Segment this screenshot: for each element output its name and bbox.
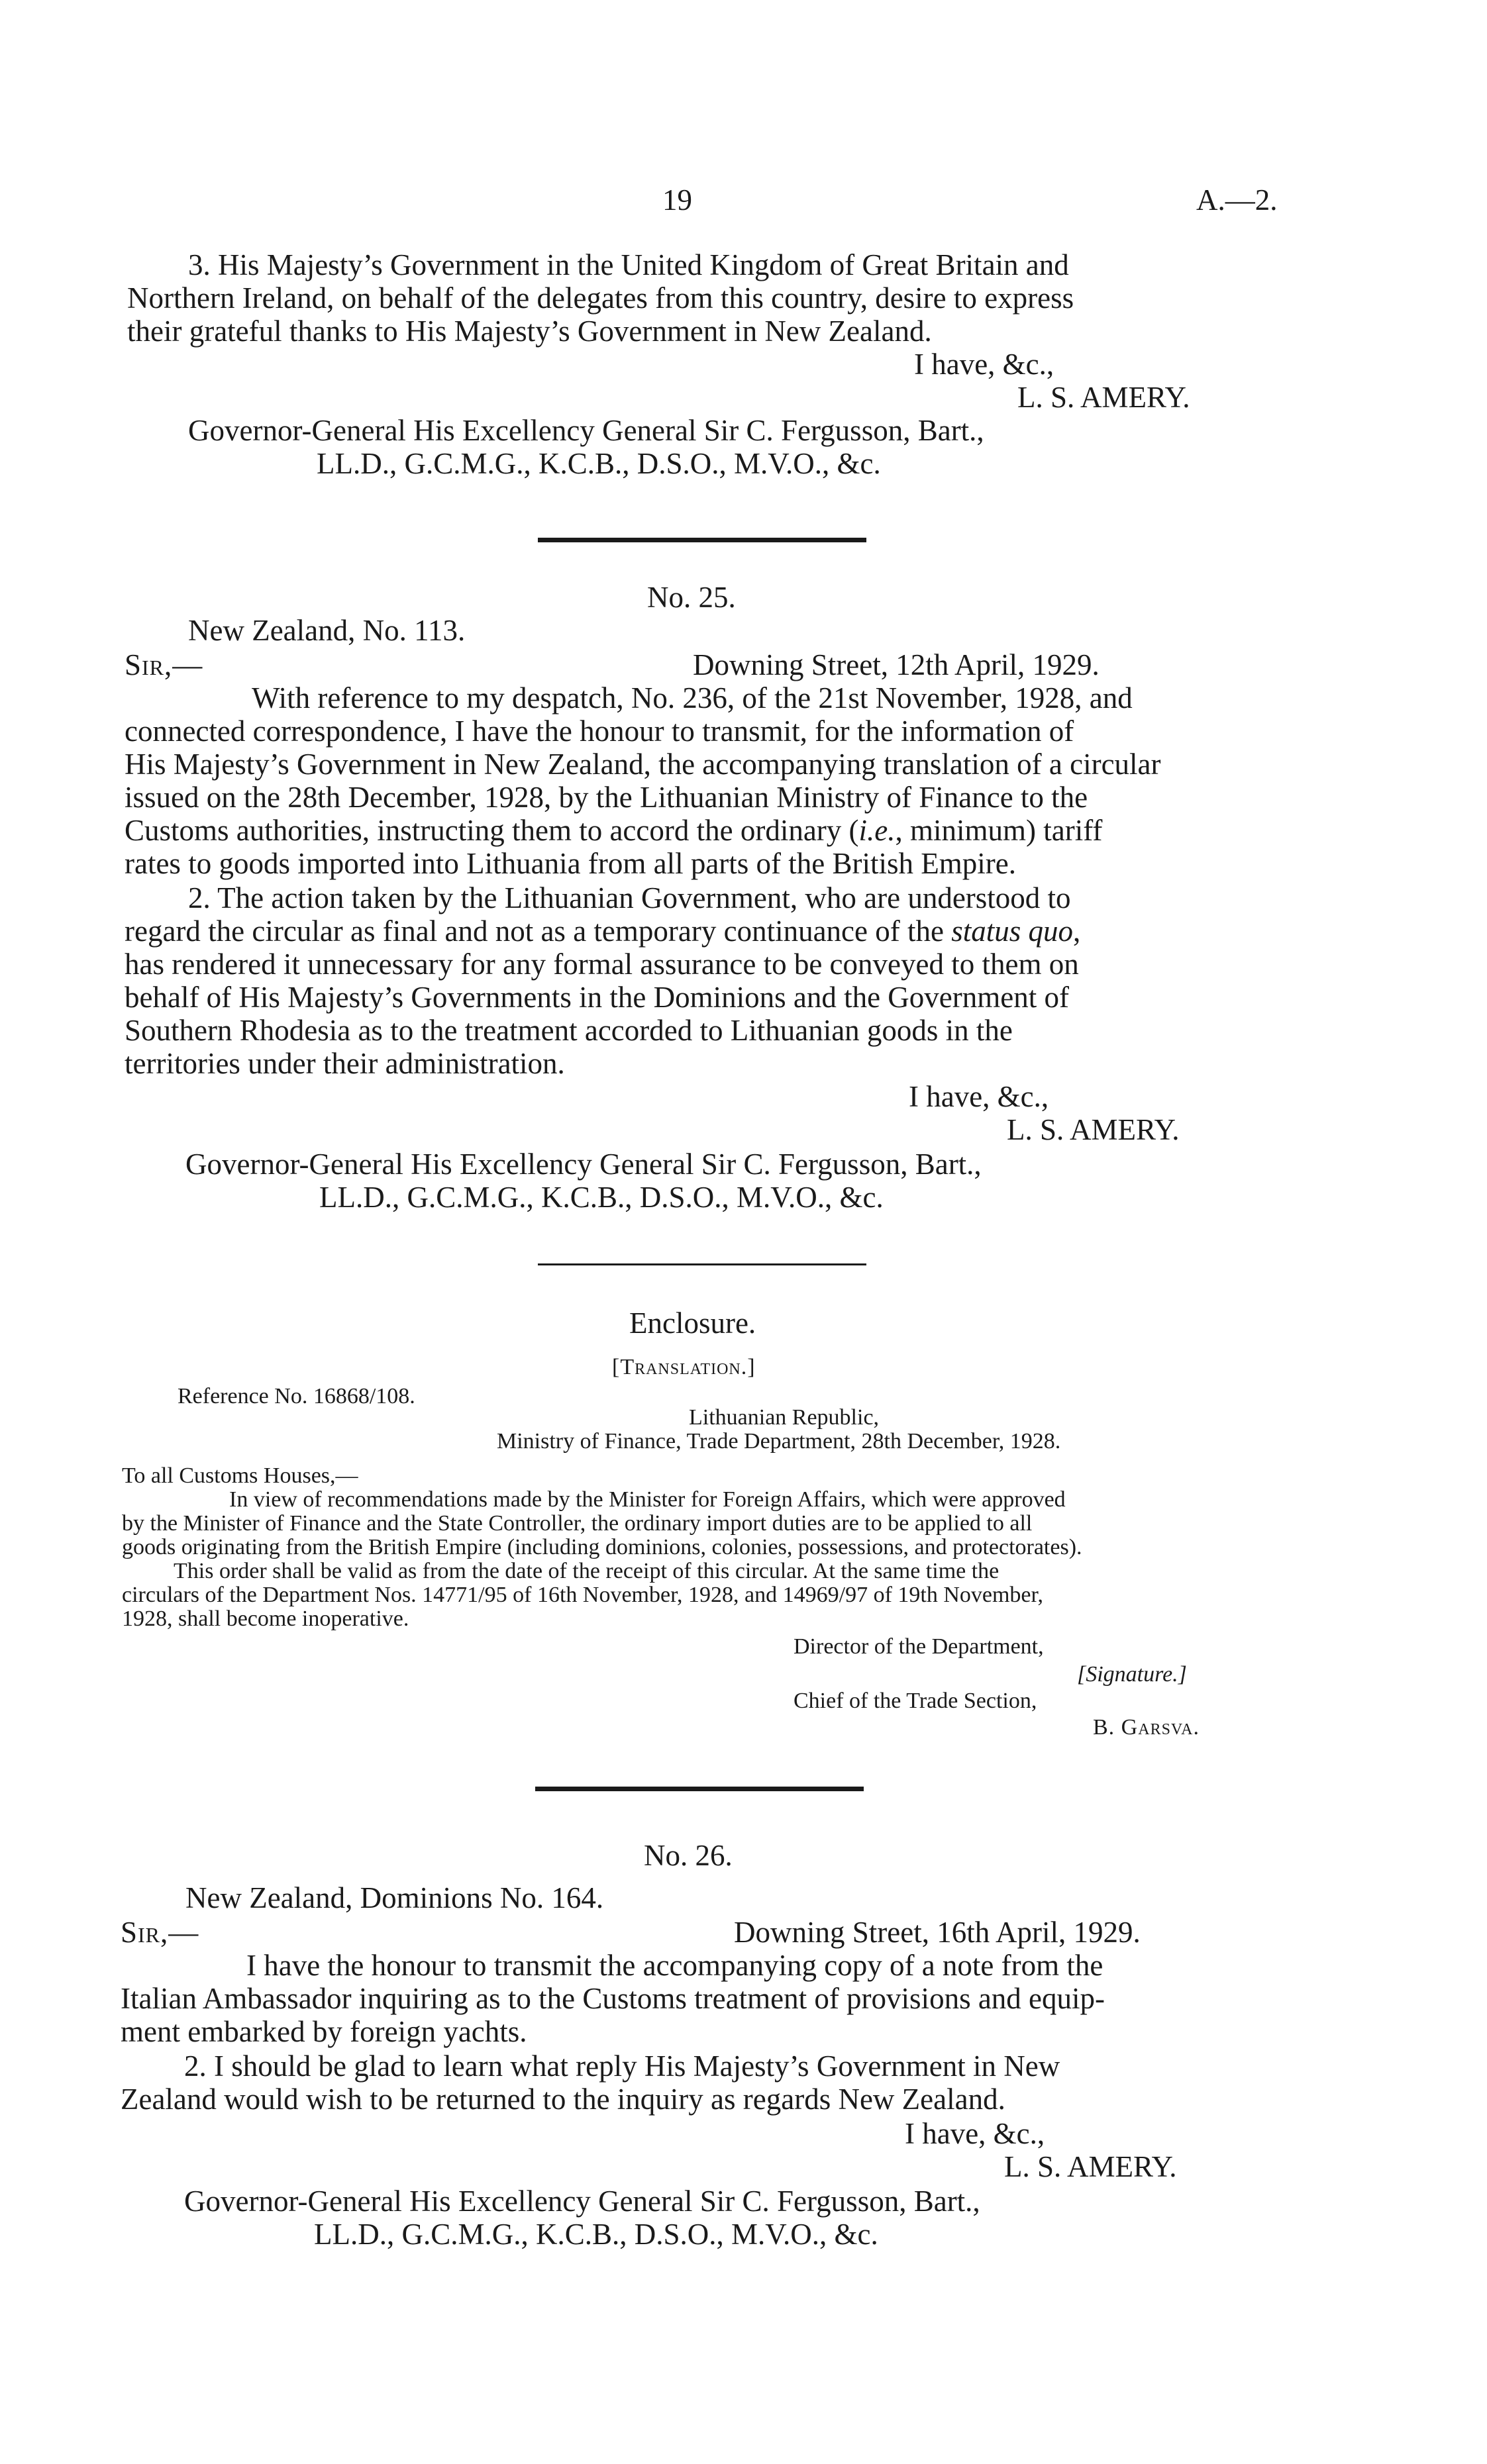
para-line: 2. I should be glad to learn what reply His Majesty’s Government in New xyxy=(184,2049,1060,2083)
addressee: LL.D., G.C.M.G., K.C.B., D.S.O., M.V.O., &c. xyxy=(319,1181,884,1214)
para-line: territories under their administration. xyxy=(125,1047,565,1080)
enclosure-line: 1928, shall become inoperative. xyxy=(122,1606,409,1631)
para-line: their grateful thanks to His Majesty’s Government in New Zealand. xyxy=(127,315,932,348)
closing: I have, &c., xyxy=(909,1080,1049,1113)
para-line: regard the circular as final and not as a temporary continuance of the status quo, xyxy=(125,914,1081,948)
para-line: has rendered it unnecessary for any formal assurance to be conveyed to them on xyxy=(125,948,1079,981)
section-rule xyxy=(538,1263,866,1265)
signer: L. S. AMERY. xyxy=(1007,1113,1180,1146)
para-line: His Majesty’s Government in New Zealand, the accompanying translation of a circular xyxy=(125,748,1161,781)
salutation: Sir,— xyxy=(121,1916,199,1949)
para-line: issued on the 28th December, 1928, by the Lithuanian Ministry of Finance to the xyxy=(125,781,1088,814)
issuer-republic: Lithuanian Republic, xyxy=(689,1405,880,1430)
para-line: behalf of His Majesty’s Governments in the Dominions and the Government of xyxy=(125,981,1069,1014)
para-line: 3. His Majesty’s Government in the United Kingdom of Great Britain and xyxy=(188,248,1069,281)
place-date: Downing Street, 12th April, 1929. xyxy=(693,648,1100,681)
section-rule xyxy=(535,1787,864,1791)
italic-ie: i.e. xyxy=(858,814,896,847)
para-line: With reference to my despatch, No. 236, of the 21st November, 1928, and xyxy=(252,681,1133,715)
para-line: ment embarked by foreign yachts. xyxy=(121,2015,527,2048)
chief-title: Chief of the Trade Section, xyxy=(794,1689,1037,1713)
page-number: 19 xyxy=(662,183,692,217)
addressee: Governor-General His Excellency General Sir C. Fergusson, Bart., xyxy=(185,1148,982,1181)
para-line: I have the honour to transmit the accompanying copy of a note from the xyxy=(246,1949,1103,1982)
addressee: Governor-General His Excellency General Sir C. Fergusson, Bart., xyxy=(184,2185,980,2218)
director-title: Director of the Department, xyxy=(794,1634,1044,1659)
document-code: A.—2. xyxy=(1196,183,1278,217)
addressee: Governor-General His Excellency General Sir C. Fergusson, Bart., xyxy=(188,414,984,447)
para-line: Customs authorities, instructing them to accord the ordinary (i.e., minimum) tariff xyxy=(125,814,1103,847)
enclosure-line: In view of recommendations made by the Minister for Foreign Affairs, which were approved xyxy=(229,1487,1066,1512)
para-line: Southern Rhodesia as to the treatment accorded to Lithuanian goods in the xyxy=(125,1014,1013,1047)
para-line: rates to goods imported into Lithuania from all parts of the British Empire. xyxy=(125,847,1016,880)
para-line: Northern Ireland, on behalf of the delegates from this country, desire to express xyxy=(127,281,1074,315)
despatch-ref: New Zealand, Dominions No. 164. xyxy=(185,1881,604,1914)
section-title: No. 26. xyxy=(644,1839,733,1872)
issuer-ministry: Ministry of Finance, Trade Department, 28th December, 1928. xyxy=(497,1429,1061,1454)
salutation: Sir,— xyxy=(125,648,203,681)
section-rule xyxy=(538,538,866,542)
para-line: Zealand would wish to be returned to the inquiry as regards New Zealand. xyxy=(121,2083,1005,2116)
enclosure-title: Enclosure. xyxy=(629,1306,756,1340)
reference-number: Reference No. 16868/108. xyxy=(178,1384,415,1408)
chief-name: B. Garsva. xyxy=(1093,1715,1200,1740)
enclosure-line: This order shall be valid as from the date of the receipt of this circular. At the same time the xyxy=(174,1559,1000,1583)
addressee: LL.D., G.C.M.G., K.C.B., D.S.O., M.V.O., &c. xyxy=(317,447,881,480)
closing: I have, &c., xyxy=(914,348,1054,381)
place-date: Downing Street, 16th April, 1929. xyxy=(734,1916,1141,1949)
para-line: Italian Ambassador inquiring as to the Customs treatment of provisions and equip- xyxy=(121,1982,1105,2015)
italic-status-quo: status quo xyxy=(951,914,1073,948)
despatch-ref: New Zealand, No. 113. xyxy=(188,614,466,647)
enclosure-line: goods originating from the British Empire (including dominions, colonies, possessions, and protectorates). xyxy=(122,1535,1082,1559)
section-title: No. 25. xyxy=(647,581,736,614)
signer: L. S. AMERY. xyxy=(1004,2150,1177,2183)
signer: L. S. AMERY. xyxy=(1017,381,1190,414)
enclosure-line: circulars of the Department Nos. 14771/95 of 16th November, 1928, and 14969/97 of 19th November, xyxy=(122,1583,1043,1607)
closing: I have, &c., xyxy=(905,2117,1045,2150)
addressee: LL.D., G.C.M.G., K.C.B., D.S.O., M.V.O., &c. xyxy=(314,2218,878,2251)
recipient: To all Customs Houses,— xyxy=(122,1463,358,1488)
para-line: 2. The action taken by the Lithuanian Government, who are understood to xyxy=(188,881,1071,914)
enclosure-line: by the Minister of Finance and the State Controller, the ordinary import duties are to be applied to all xyxy=(122,1511,1033,1536)
signature-placeholder: [Signature.] xyxy=(1077,1662,1187,1687)
para-line: connected correspondence, I have the honour to transmit, for the information of xyxy=(125,715,1074,748)
translation-label: [Translation.] xyxy=(612,1355,756,1379)
